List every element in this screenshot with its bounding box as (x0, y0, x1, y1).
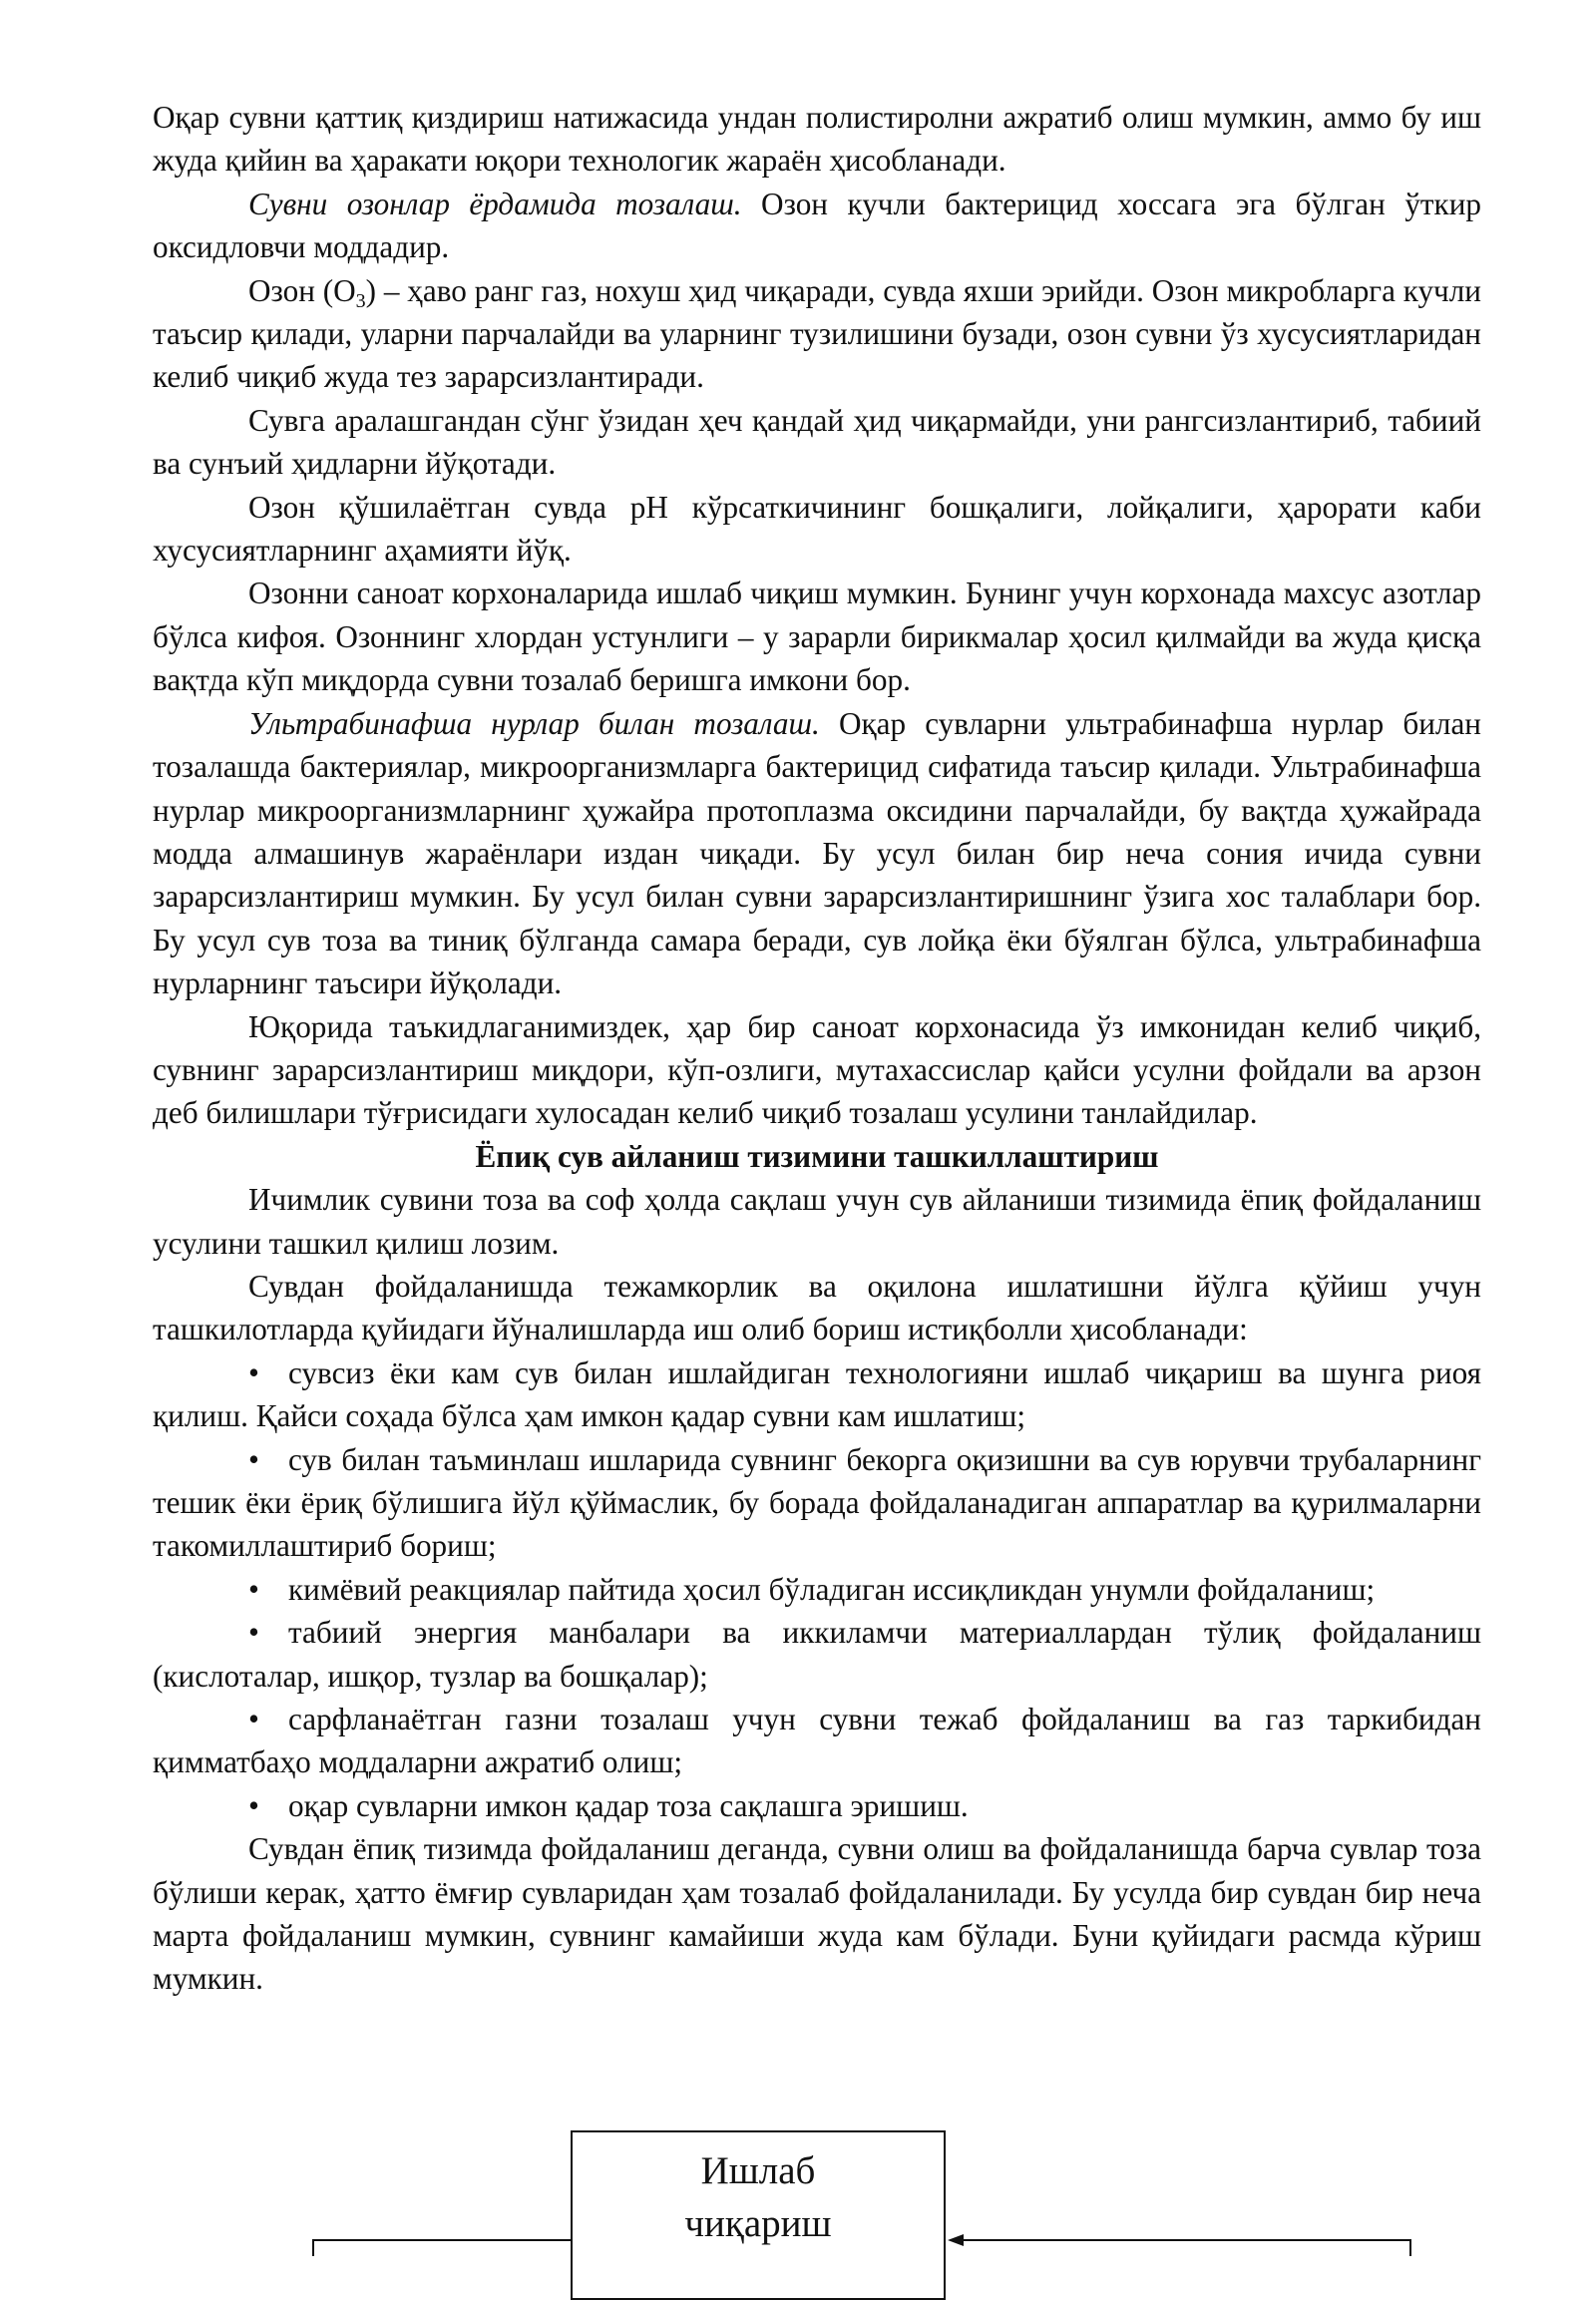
list-item-text: табиий энергия манбалари ва иккиламчи материаллардан тўлиқ фойдаланиш (кислоталар, ишқор, тузлар ва бошқалар); (153, 1615, 1481, 1694)
production-box (571, 2130, 946, 2300)
left-connector-line (313, 2240, 571, 2256)
list-item-text: сув билан таъминлаш ишларида сувнинг бекорга оқизишни ва сув юрувчи трубаларнинг тешик ёки ёриқ бўлишига йўл қўймаслик, бу борада фойдаланадиган аппаратлар ва қурилмаларни такомиллаштириб бориш; (153, 1441, 1481, 1564)
paragraph-1: Оқар сувни қаттиқ қиздириш натижасида ундан полистиролни ажратиб олиш мумкин, аммо бу иш жуда қийин ва ҳаракати юқори технологик жараён ҳисобланади. (153, 100, 1481, 179)
paragraph-4: Сувга аралашгандан сўнг ўзидан ҳеч қандай ҳид чиқармайди, уни рангсизлантириб, табиий ва сунъий ҳидларни йўқотади. (153, 402, 1481, 482)
right-connector-line (960, 2240, 1410, 2256)
arrow-head-icon (948, 2234, 964, 2246)
paragraph-5: Озон қўшилаётган сувда рН кўрсаткичининг бошқалиги, лойқалиги, ҳарорати каби хусусиятларнинг аҳамияти йўқ. (153, 489, 1481, 569)
paragraph-9: Ичимлик сувини тоза ва соф ҳолда сақлаш учун сув айланиши тизимида ёпиқ фойдаланиш усулини ташкил қилиш лозим. (153, 1182, 1481, 1261)
list-item-text: оқар сувларни имкон қадар тоза сақлашга эришиш. (288, 1787, 969, 1823)
paragraph-8: Юқорида таъкидлаганимиздек, ҳар бир саноат корхонасида ўз имконидан келиб чиқиб, сувнинг зарарсизлантириш миқдори, кўп-озлиги, мутахассислар қайси усулни фойдали ва арзон деб билишлари тўғрисидаги хулосадан келиб чиқиб тозалаш усулини танлайдилар. (153, 1008, 1481, 1131)
bullet-icon: • (248, 1615, 259, 1651)
uv-cleaning-title: Ультрабинафша нурлар билан тозалаш. (248, 705, 820, 741)
list-item (153, 1568, 1481, 1611)
list-item (153, 1611, 1481, 1698)
bullet-icon: • (248, 1702, 259, 1737)
bullet-icon: • (248, 1571, 259, 1607)
paragraph-6: Озонни саноат корхоналарида ишлаб чиқиш мумкин. Бунинг учун корхонада махсус азотлар бўлса кифоя. Озоннинг хлордан устунлиги – у зарарли бирикмалар ҳосил қилмайди ва жуда қисқа вақтда кўп миқдорда сувни тозалаб беришга имкони бор. (153, 575, 1481, 698)
paragraph-7 (153, 702, 1481, 1005)
list-item-text: кимёвий реакциялар пайтида ҳосил бўладиган иссиқликдан унумли фойдаланиш; (288, 1571, 1376, 1607)
paragraph-3-a: Озон (О (248, 272, 356, 308)
list-item (153, 1438, 1481, 1568)
bullet-icon: • (248, 1441, 259, 1477)
paragraph-3 (153, 269, 1481, 399)
paragraph-2 (153, 183, 1481, 269)
bullet-icon: • (248, 1787, 259, 1823)
paragraph-3-b: ) – ҳаво ранг газ, нохуш ҳид чиқаради, сувда яхши эрийди. Озон микробларга кучли таъсир қилади, уларни парчалайди ва уларнинг тузилишини бузади, озон сувни ўз хусусиятларидан келиб чиқиб жуда тез зарарсизлантиради. (153, 272, 1481, 395)
list-item (153, 1784, 1481, 1827)
paragraph-10: Сувдан фойдаланишда тежамкорлик ва оқилона ишлатишни йўлга қўйиш учун ташкилотларда қуйидаги йўналишларда иш олиб бориш истиқболли ҳисобланади: (153, 1268, 1481, 1347)
closing-paragraph: Сувдан ёпиқ тизимда фойдаланиш деганда, сувни олиш ва фойдаланишда барча сувлар тоза бўлиши керак, ҳатто ёмғир сувларидан ҳам тозалаб фойдаланилади. Бу усулда бир сувдан бир неча марта фойдаланиш мумкин, сувнинг камайиши жуда кам бўлади. Буни қуйидаги расмда кўриш мумкин. (153, 1831, 1481, 1997)
section-heading: Ёпиқ сув айланиш тизимини ташкиллаштириш (475, 1138, 1159, 1174)
list-item (153, 1698, 1481, 1784)
list-item (153, 1351, 1481, 1438)
ozone-subscript: 3 (355, 289, 366, 312)
list-item-text: сарфланаётган газни тозалаш учун сувни тежаб фойдаланиш ва газ таркибидан қимматбаҳо моддаларни ажратиб олиш; (153, 1702, 1481, 1780)
closed-cycle-diagram (0, 2114, 1596, 2256)
list-item-text: сувсиз ёки кам сув билан ишлайдиган технологияни ишлаб чиқариш ва шунга риоя қилиш. Қайси соҳада бўлса ҳам имкон қадар сувни кам ишлатиш; (153, 1354, 1481, 1434)
ozone-cleaning-title: Сувни озонлар ёрдамида тозалаш. (248, 186, 742, 221)
bullet-list (153, 1351, 1481, 1827)
paragraph-7-text: Оқар сувларни ультрабинафша нурлар билан тозалашда бактериялар, микроорганизмларга бактерицид сифатида таъсир қилади. Ультрабинафша нурлар микроорганизмларнинг ҳужайра протоплазма оксидини парчалайди, бу вақтда ҳужайрада модда алмашинув жараёнлари издан чиқади. Бу усул билан бир неча сония ичида сувни зарарсизлантириш мумкин. Бу усул билан сувни зарарсизлантиришнинг ўзига хос талаблари бор. Бу усул сув тоза ва тиниқ бўлганда самара беради, сув лойқа ёки бўялган бўлса, ультрабинафша нурларнинг таъсири йўқолади. (153, 705, 1481, 1001)
paragraph-2-text: Озон кучли бактерицид хоссага эга бўлган ўткир оксидловчи моддадир. (153, 186, 1481, 265)
bullet-icon: • (248, 1354, 259, 1390)
document-body (153, 96, 1481, 2001)
production-box-line-1: Ишлаб (700, 2149, 816, 2192)
production-box-line-2: чиқариш (684, 2202, 832, 2245)
